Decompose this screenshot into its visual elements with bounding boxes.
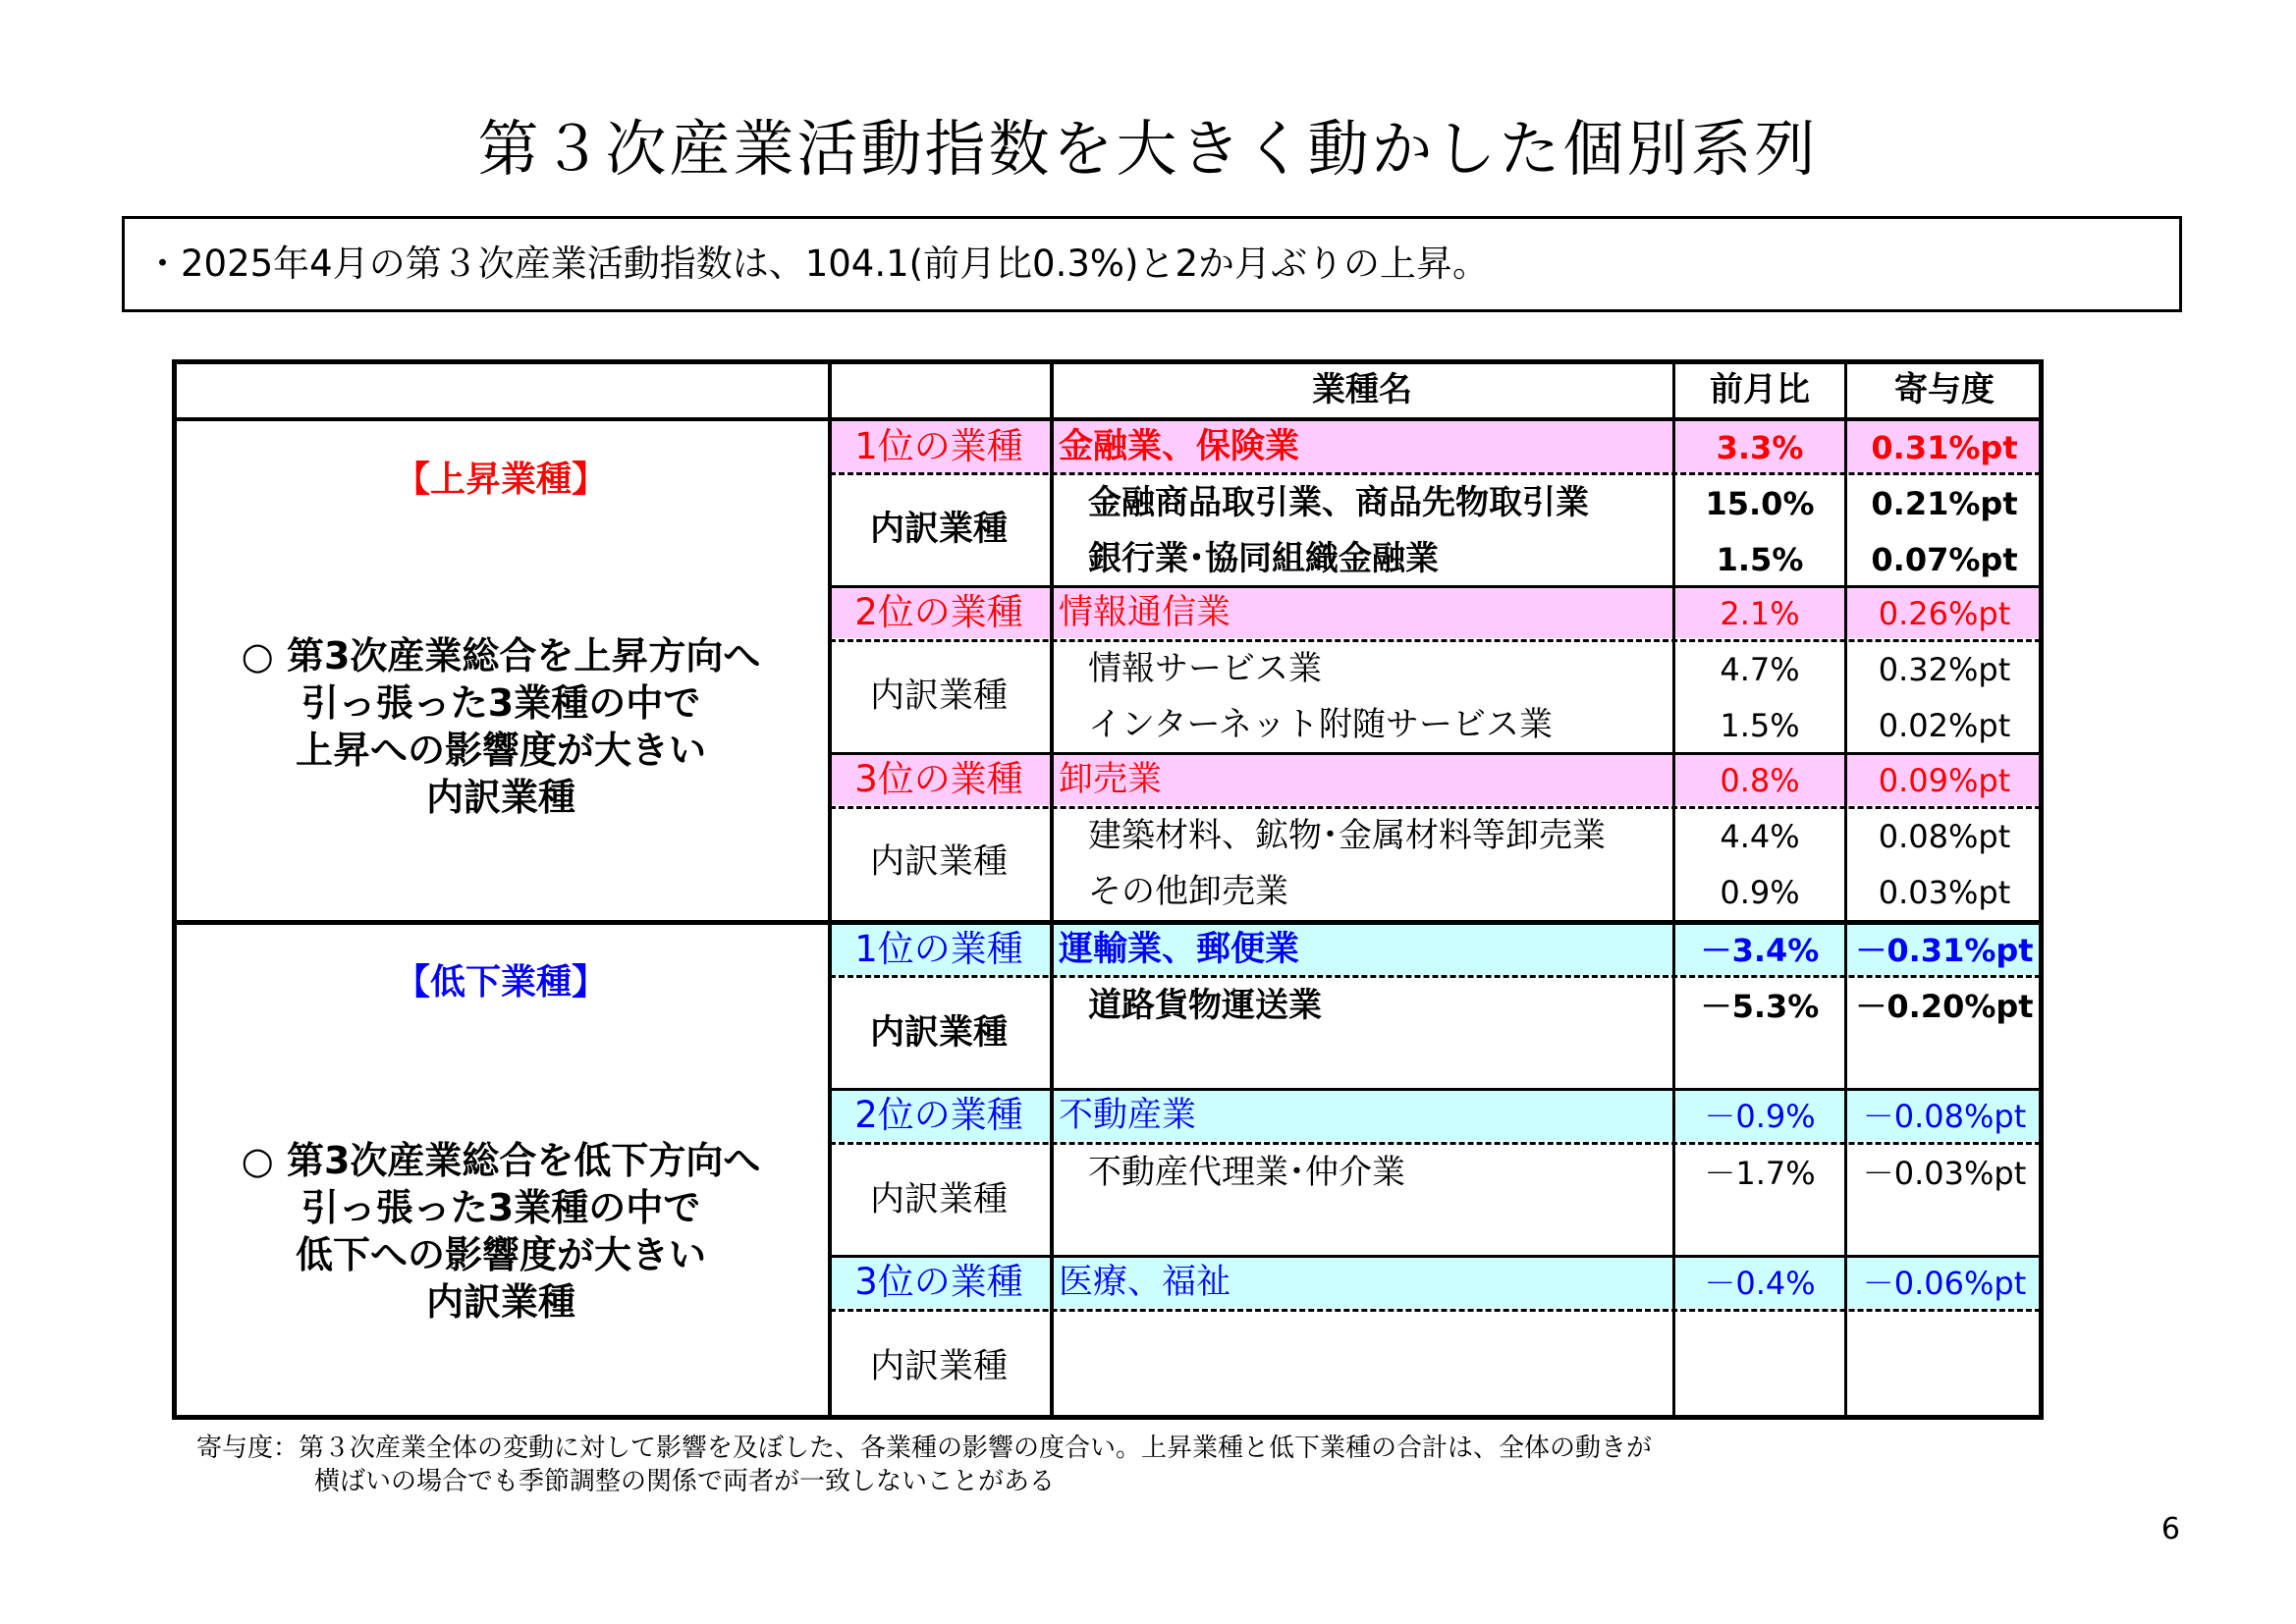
rise-rank3-label: 3位の業種 [854,758,1023,800]
rise-rank1-label: 1位の業種 [854,425,1023,467]
footnote-line2: 横ばいの場合でも季節調整の関係で両者が一致しないことがある [314,1467,1056,1496]
rise-rank2-sub2-con: 0.02%pt [1878,707,2011,744]
row-divider [830,806,2041,809]
rise-rank3-name: 卸売業 [1059,760,1163,799]
fall-rank1-con: －0.31%pt [1855,932,2034,969]
rise-category-label: 【上昇業種】 [394,460,607,500]
rise-rank2-sub1-con: 0.32%pt [1878,651,2011,688]
rise-rank1-sub2-con: 0.07%pt [1871,541,2018,578]
rise-description: ○ 第3次産業総合を上昇方向へ 引っ張った3業種の中で 上昇への影響度が大きい 内訳業種 [241,634,761,819]
fall-rank1-label: 1位の業種 [854,928,1023,970]
rise-rank3-sub2-mom: 0.9% [1720,874,1800,911]
fall-rank2-label: 2位の業種 [854,1094,1023,1136]
row-divider [830,752,2041,755]
fall-rank3-con: －0.06%pt [1862,1265,2027,1302]
rise-rank1-sub1-mom: 15.0% [1705,485,1815,522]
row-divider [830,1255,2041,1258]
rise-rank3-mom: 0.8% [1720,762,1800,799]
col-divider [1050,361,1054,1417]
fall-rank2-name: 不動産業 [1059,1096,1197,1135]
rise-rank3-sub-label: 内訳業種 [869,842,1008,882]
fall-rank1-mom: －3.4% [1700,932,1820,969]
rise-rank1-name: 金融業、保険業 [1059,427,1300,466]
rise-rank1-sub1-name: 金融商品取引業、商品先物取引業 [1088,483,1589,522]
rise-rank2-con: 0.26%pt [1878,595,2011,632]
fall-rank1-sub-label: 内訳業種 [869,1013,1008,1053]
page-title: 第３次産業活動指数を大きく動かした個別系列 [477,113,1819,185]
rise-rank3-sub2-con: 0.03%pt [1878,874,2011,911]
rise-rank2-sub2-mom: 1.5% [1720,707,1800,744]
header-mom: 前月比 [1710,370,1810,409]
rise-rank2-label: 2位の業種 [854,591,1023,633]
rise-rank1-sub2-mom: 1.5% [1716,541,1804,578]
row-divider [830,585,2041,588]
row-divider [830,1142,2041,1145]
rise-rank3-sub1-mom: 4.4% [1720,818,1800,855]
rise-rank2-sub1-name: 情報サービス業 [1088,649,1322,688]
row-divider [830,639,2041,642]
row-divider [830,1088,2041,1091]
fall-rank2-sub1-name: 不動産代理業･仲介業 [1088,1153,1405,1192]
rise-rank3-sub1-name: 建築材料、鉱物･金属材料等卸売業 [1088,816,1606,855]
header-divider [174,417,2042,421]
header-contribution: 寄与度 [1894,370,1995,409]
rise-rank3-sub2-name: その他卸売業 [1088,872,1288,911]
row-divider [830,472,2041,475]
rise-rank1-sub-label: 内訳業種 [869,510,1008,549]
rise-rank2-sub1-mom: 4.7% [1720,651,1800,688]
section-divider [174,920,2042,925]
rise-rank3-con: 0.09%pt [1878,762,2011,799]
rise-rank1-sub2-name: 銀行業･協同組織金融業 [1088,539,1439,578]
page-number: 6 [2160,1512,2180,1546]
fall-rank2-sub1-mom: －1.7% [1704,1155,1816,1192]
fall-rank3-label: 3位の業種 [854,1261,1023,1303]
rise-rank2-mom: 2.1% [1720,595,1800,632]
fall-category-label: 【低下業種】 [394,962,607,1002]
fall-rank1-sub1-con: －0.20%pt [1855,988,2034,1025]
fall-rank2-mom: －0.9% [1704,1098,1816,1135]
footnote-line1: 寄与度：第３次産業全体の変動に対して影響を及ぼした、各業種の影響の度合い。上昇業種と低下業種の合計は、全体の動きが [196,1434,1653,1463]
rise-rank2-name: 情報通信業 [1059,593,1231,632]
fall-rank1-sub1-name: 道路貨物運送業 [1088,986,1322,1025]
rise-rank1-sub1-con: 0.21%pt [1871,485,2018,522]
rise-rank1-con: 0.31%pt [1871,429,2018,466]
fall-rank2-sub1-con: －0.03%pt [1862,1155,2027,1192]
fall-rank2-con: －0.08%pt [1862,1098,2027,1135]
fall-rank3-name: 医療、福祉 [1059,1263,1231,1302]
fall-rank1-name: 運輸業、郵便業 [1059,930,1300,969]
fall-rank1-sub1-mom: －5.3% [1700,988,1820,1025]
summary-box: ・2025年4月の第３次産業活動指数は、104.1(前月比0.3%)と2か月ぶりの上昇。 [122,216,2182,312]
fall-rank3-sub-label: 内訳業種 [869,1347,1008,1386]
row-divider [830,975,2041,978]
fall-description: ○ 第3次産業総合を低下方向へ 引っ張った3業種の中で 低下への影響度が大きい 内訳業種 [241,1139,761,1324]
rise-rank2-sub-label: 内訳業種 [869,677,1008,716]
row-divider [830,1309,2041,1312]
fall-rank2-sub-label: 内訳業種 [869,1180,1008,1219]
rise-rank1-mom: 3.3% [1716,429,1804,466]
rise-rank3-sub1-con: 0.08%pt [1878,818,2011,855]
rise-rank2-sub2-name: インターネット附随サービス業 [1088,705,1553,744]
header-industry: 業種名 [1312,370,1412,409]
fall-rank3-mom: －0.4% [1704,1265,1816,1302]
